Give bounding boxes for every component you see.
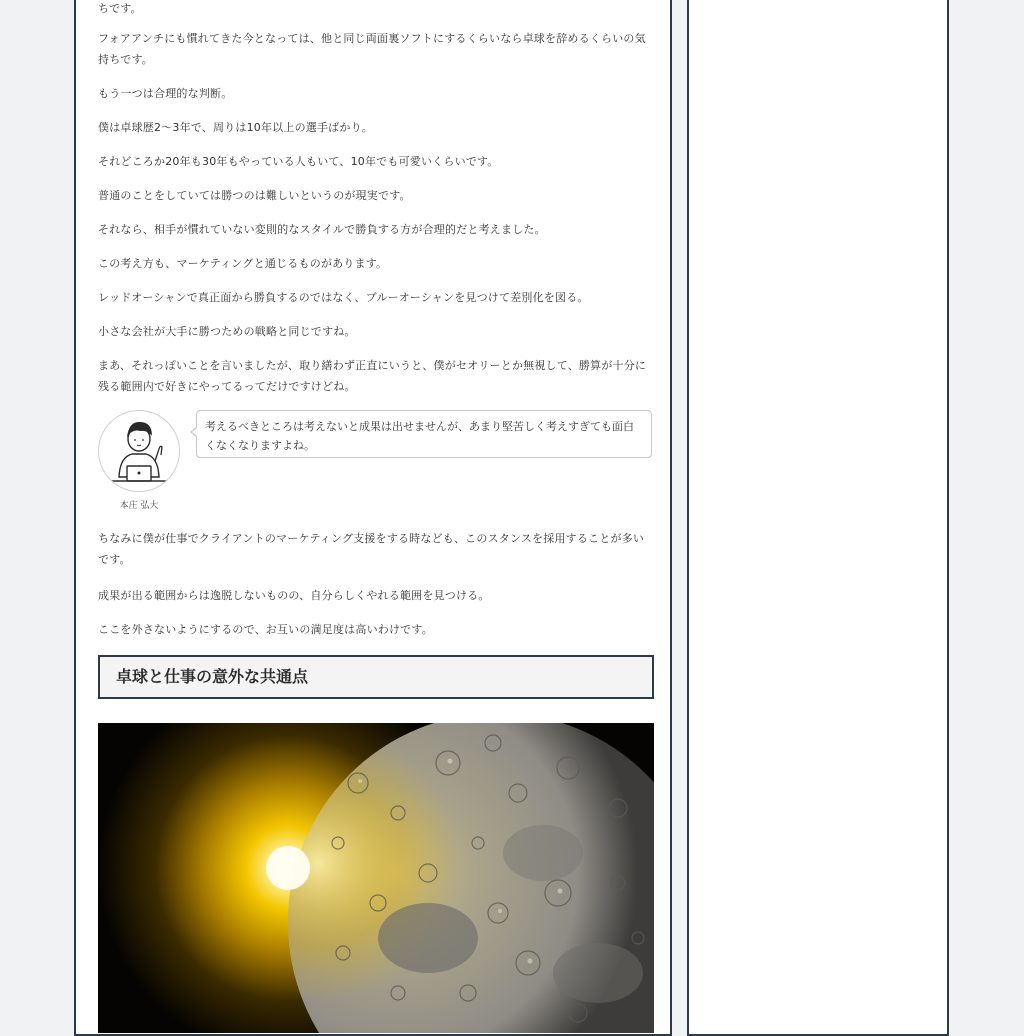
speech-balloon: [98, 410, 654, 520]
paragraph: 小さな会社が大手に勝つための戦略と同じですね。: [98, 325, 356, 338]
paragraph: ここを外さないようにするので、お互いの満足度は高いわけです。: [98, 623, 433, 636]
paragraph: 普通のことをしていては勝つのは難しいというのが現実です。: [98, 189, 411, 202]
paragraph: もう一つは合理的な判断。: [98, 87, 233, 100]
paragraph: それどころか20年も30年もやっている人もいて、10年でも可愛いくらいです。: [98, 155, 499, 168]
paragraph: 僕は卓球歴2〜3年で、周りは10年以上の選手ばかり。: [98, 121, 373, 134]
speaker-name: 本庄 弘大: [119, 501, 159, 511]
avatar: [98, 410, 180, 492]
moon-image-icon: [98, 723, 654, 1033]
paragraph: それなら、相手が慣れていない変則的なスタイルで勝負する方が合理的だと考えました。: [98, 223, 546, 236]
sidebar-card: [687, 0, 949, 1036]
paragraph: レッドオーシャンで真正面から勝負するのではなく、ブルーオーシャンを見つけて差別化を図る。: [98, 291, 589, 304]
speech-bubble-text: 考えるべきところは考えないと成果は出せませんが、あまり堅苦しく考えすぎても面白くなくなりますよね。: [196, 410, 652, 458]
paragraph: ちです。: [98, 2, 142, 15]
paragraph: 成果が出る範囲からは逸脱しないものの、自分らしくやれる範囲を見つける。: [98, 589, 490, 602]
paragraph: フォアアンチにも慣れてきた今となっては、他と同じ両面裏ソフトにするくらいなら卓球を辞めるくらいの気持ちです。: [98, 32, 646, 66]
moon-sun-image: [98, 723, 654, 1033]
article-card: [74, 0, 672, 1036]
person-with-laptop-icon: [99, 411, 179, 491]
paragraph: この考え方も、マーケティングと通じるものがあります。: [98, 257, 388, 270]
paragraph: まあ、それっぽいことを言いましたが、取り繕わず正直にいうと、僕がセオリーとか無視して、勝算が十分に残る範囲内で好きにやってるってだけですけどね。: [98, 359, 647, 393]
paragraph: ちなみに僕が仕事でクライアントのマーケティング支援をする時なども、このスタンスを採用することが多いです。: [98, 532, 645, 566]
section-heading: 卓球と仕事の意外な共通点: [98, 655, 654, 699]
